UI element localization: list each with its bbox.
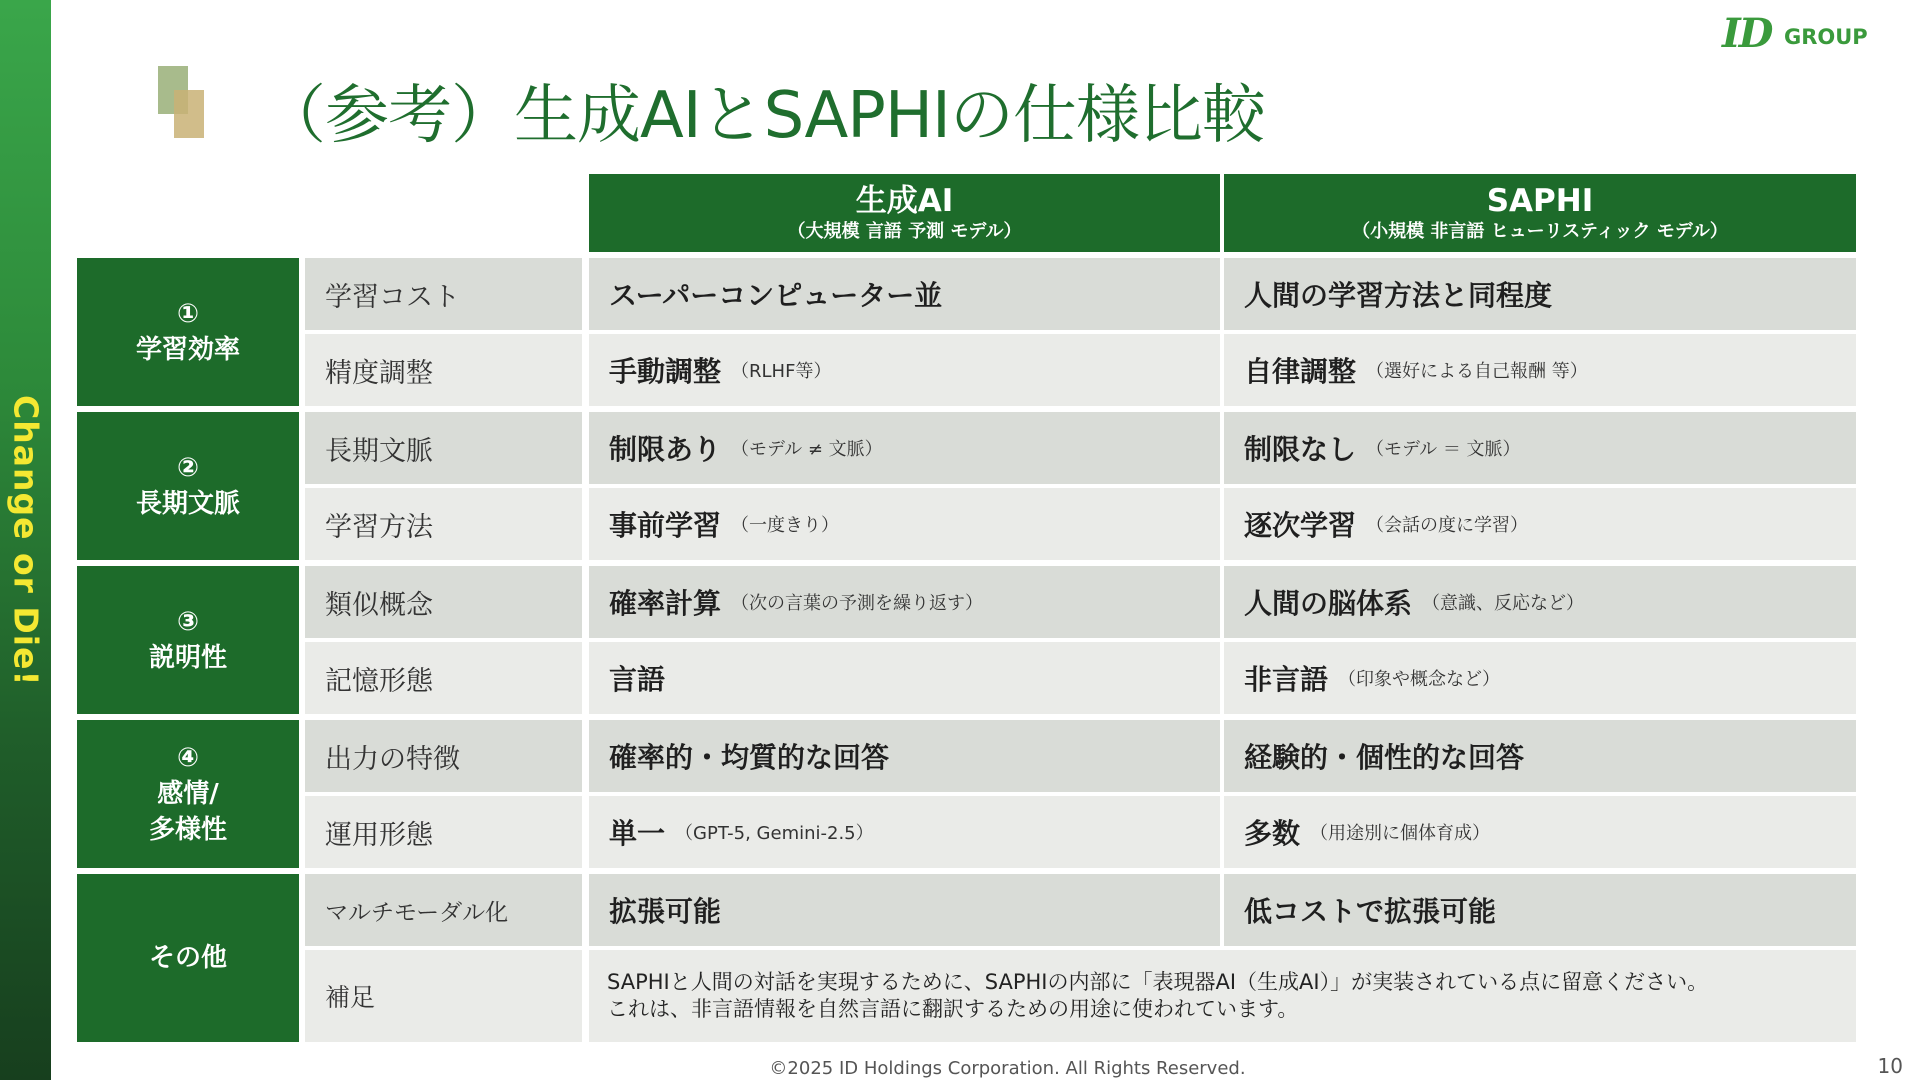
cell-main-text: 人間の学習方法と同程度: [1244, 279, 1553, 312]
row-label: 運用形態: [305, 796, 582, 868]
row-label: 出力の特徴: [305, 720, 582, 792]
cell-saphi: [1224, 334, 1856, 406]
cell-saphi: [1224, 258, 1856, 330]
cell-note-text: （モデル ≠ 文脈）: [731, 439, 883, 460]
row-label: マルチモーダル化: [305, 874, 582, 946]
group-number: ②: [176, 453, 199, 483]
column-header-title: SAPHI: [1486, 183, 1594, 219]
cell-main-text: 単一: [609, 817, 666, 850]
group-number: ④: [176, 743, 199, 773]
row-label: 精度調整: [305, 334, 582, 406]
logo-group-text: GROUP: [1784, 25, 1868, 49]
cell-main-text: 低コストで拡張可能: [1244, 895, 1497, 928]
cell-note-text: （次の言葉の予測を繰り返す）: [731, 593, 984, 614]
cell-note-text: （意識、反応など）: [1422, 593, 1585, 614]
cell-note-text: （印象や概念など）: [1338, 669, 1501, 690]
cell-note-text: （モデル ＝ 文脈）: [1366, 439, 1521, 460]
logo-mark: ID: [1722, 10, 1772, 57]
sidebar-slogan: Change or Die!: [6, 395, 46, 687]
page-title: （参考）生成AIとSAPHIの仕様比較: [262, 79, 1265, 153]
note-line: SAPHIと人間の対話を実現するために、SAPHIの内部に「表現器AI（生成AI）」が実装されている点に留意ください。: [607, 970, 1709, 994]
group-long-context: [77, 412, 299, 560]
cell-saphi: [1224, 720, 1856, 792]
cell-note-text: （GPT-5, Gemini-2.5）: [675, 823, 874, 844]
row-label: 学習コスト: [305, 258, 582, 330]
cell-generative-ai: [589, 488, 1220, 560]
cell-main-text: 確率的・均質的な回答: [609, 741, 890, 774]
group-label-line2: 多様性: [148, 815, 227, 845]
column-header-title: 生成AI: [855, 183, 954, 219]
cell-main-text: 非言語: [1244, 663, 1329, 696]
group-label: 感情/: [157, 779, 219, 809]
row-label: 記憶形態: [305, 642, 582, 714]
row-label: 長期文脈: [305, 412, 582, 484]
column-header-subtitle: （大規模 言語 予測 モデル）: [787, 221, 1022, 242]
column-header-generative-ai: [589, 174, 1220, 252]
group-emotion-diversity: [77, 720, 299, 868]
row-label: 類似概念: [305, 566, 582, 638]
cell-main-text: 制限あり: [609, 433, 722, 466]
cell-main-text: 言語: [609, 663, 666, 696]
title-decoration-square: [174, 90, 204, 138]
group-label: その他: [148, 943, 227, 973]
row-label: 学習方法: [305, 488, 582, 560]
supplementary-note: [589, 950, 1856, 1042]
page-number: 10: [1877, 1054, 1903, 1078]
group-label: 説明性: [148, 643, 227, 673]
cell-main-text: 多数: [1244, 817, 1301, 850]
cell-note-text: （会話の度に学習）: [1366, 515, 1529, 536]
company-logo: [1722, 10, 1902, 57]
cell-saphi: [1224, 412, 1856, 484]
column-header-saphi: [1224, 174, 1856, 252]
cell-saphi: [1224, 642, 1856, 714]
group-other: [77, 874, 299, 1042]
cell-note-text: （RLHF等）: [731, 361, 832, 382]
group-number: ①: [176, 299, 199, 329]
column-header-subtitle: （小規模 非言語 ヒューリスティック モデル）: [1352, 221, 1728, 242]
cell-main-text: 経験的・個性的な回答: [1244, 741, 1525, 774]
cell-generative-ai: [589, 258, 1220, 330]
cell-generative-ai: [589, 874, 1220, 946]
cell-generative-ai: [589, 566, 1220, 638]
sidebar-band: [0, 0, 51, 1080]
cell-note-text: （選好による自己報酬 等）: [1366, 361, 1588, 382]
cell-main-text: 自律調整: [1244, 355, 1357, 388]
cell-main-text: 確率計算: [609, 587, 722, 620]
cell-main-text: 制限なし: [1244, 433, 1357, 466]
cell-generative-ai: [589, 412, 1220, 484]
cell-main-text: 手動調整: [609, 355, 722, 388]
group-explainability: [77, 566, 299, 714]
cell-main-text: スーパーコンピューター並: [609, 279, 943, 312]
row-label: 補足: [305, 950, 582, 1042]
group-label: 学習効率: [135, 335, 240, 365]
cell-generative-ai: [589, 796, 1220, 868]
cell-note-text: （一度きり）: [731, 515, 840, 536]
group-number: ③: [176, 607, 199, 637]
note-line: これは、非言語情報を自然言語に翻訳するための用途に使われています。: [607, 997, 1299, 1021]
cell-saphi: [1224, 488, 1856, 560]
cell-saphi: [1224, 566, 1856, 638]
cell-generative-ai: [589, 720, 1220, 792]
cell-saphi: [1224, 874, 1856, 946]
cell-main-text: 事前学習: [609, 509, 722, 542]
cell-note-text: （用途別に個体育成）: [1310, 823, 1491, 844]
copyright-footer: ©2025 ID Holdings Corporation. All Rights Reserved.: [769, 1058, 1246, 1079]
group-learning-efficiency: [77, 258, 299, 406]
cell-main-text: 拡張可能: [609, 895, 722, 928]
cell-generative-ai: [589, 334, 1220, 406]
cell-main-text: 人間の脳体系: [1244, 587, 1413, 620]
cell-saphi: [1224, 796, 1856, 868]
group-label: 長期文脈: [135, 489, 240, 519]
cell-generative-ai: [589, 642, 1220, 714]
cell-main-text: 逐次学習: [1244, 509, 1357, 542]
